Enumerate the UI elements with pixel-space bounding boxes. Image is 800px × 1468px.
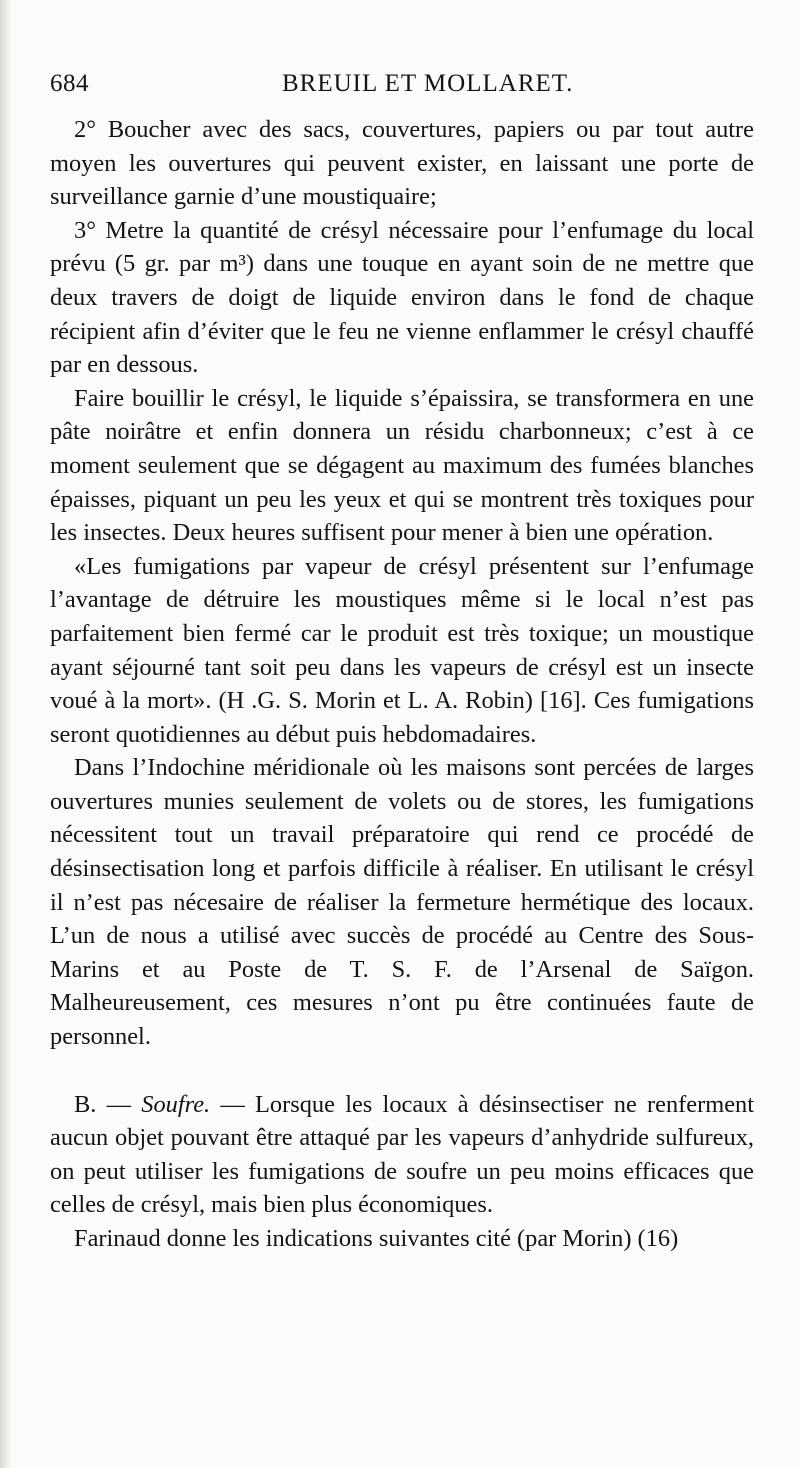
paragraph-last-line: Farinaud donne les indications suivantes cité (par Morin) (16)	[74, 1225, 679, 1252]
paragraph-indochine: Dans l’Indochine méridionale où les maisons sont percées de larges ouvertures munies seulement de volets ou de stores, les fumigations nécessitent tout un travail préparatoire qui rend ce procédé de désinsectisation long et parfois difficile à réaliser. En utilisant le crésyl il n’est pas nécesaire de réaliser la fermeture hermétique des locaux. L’un de nous a utilisé avec succès de procédé au Centre des Sous-Marins et au Poste de T. S. F. de l’Arsenal de Saïgon. Malheureusement, ces mesures n’ont pu être continuées faute de personnel.	[50, 754, 754, 1051]
running-head: BREUIL ET MOLLARET.	[282, 70, 574, 97]
page-edge-shadow	[0, 0, 12, 1468]
page-header	[50, 70, 754, 106]
paragraph-section-b	[50, 1088, 754, 1222]
page-number: 684	[50, 70, 89, 97]
paragraph-item-3: 3° Metre la quantité de crésyl nécessaire pour l’enfumage du local prévu (5 gr. par m³) dans une touque en ayant soin de ne mettre que deux travers de doigt de liquide environ dans le fond de chaque récipient afin d’éviter que le feu ne vienne enflammer le crésyl chauffé par en dessous.	[50, 216, 754, 379]
body-text	[50, 113, 754, 1256]
paragraph-quotation: «Les fumigations par vapeur de crésyl présentent sur l’enfumage l’avantage de détruire les moustiques même si le local n’est pas parfaitement bien fermé car le produit est très toxique; un moustique ayant séjourné tant soit peu dans les vapeurs de crésyl est un insecte voué à la mort». (H .G. S. Morin et L. A. Robin) [16]. Ces fumigations seront quotidiennes au début puis hebdomadaires.	[50, 552, 754, 748]
paragraph-boiling: Faire bouillir le crésyl, le liquide s’épaissira, se transformera en une pâte noirâtre et enfin donnera un résidu charbonneux; c’est à ce moment seulement que se dégagent au maximum des fumées blanches épaisses, piquant un peu les yeux et qui se montrent très toxiques pour les insectes. Deux heures suffisent pour mener à bien une opération.	[50, 384, 754, 547]
paragraph-item-2: 2° Boucher avec des sacs, couvertures, papiers ou par tout autre moyen les ouvertures qui peuvent exister, en laissant une porte de surveillance garnie d’une moustiquaire;	[50, 116, 754, 211]
section-b-title: Soufre.	[141, 1090, 211, 1118]
section-b-text: — Lorsque les locaux à désinsectiser ne renferment aucun objet pouvant être attaqué par les vapeurs d’anhydride sulfureux, on peut utiliser les fumigations de soufre un peu moins efficaces que celles de crésyl, mais bien plus économiques.	[50, 1090, 754, 1219]
section-b-label: B. —	[74, 1090, 132, 1118]
